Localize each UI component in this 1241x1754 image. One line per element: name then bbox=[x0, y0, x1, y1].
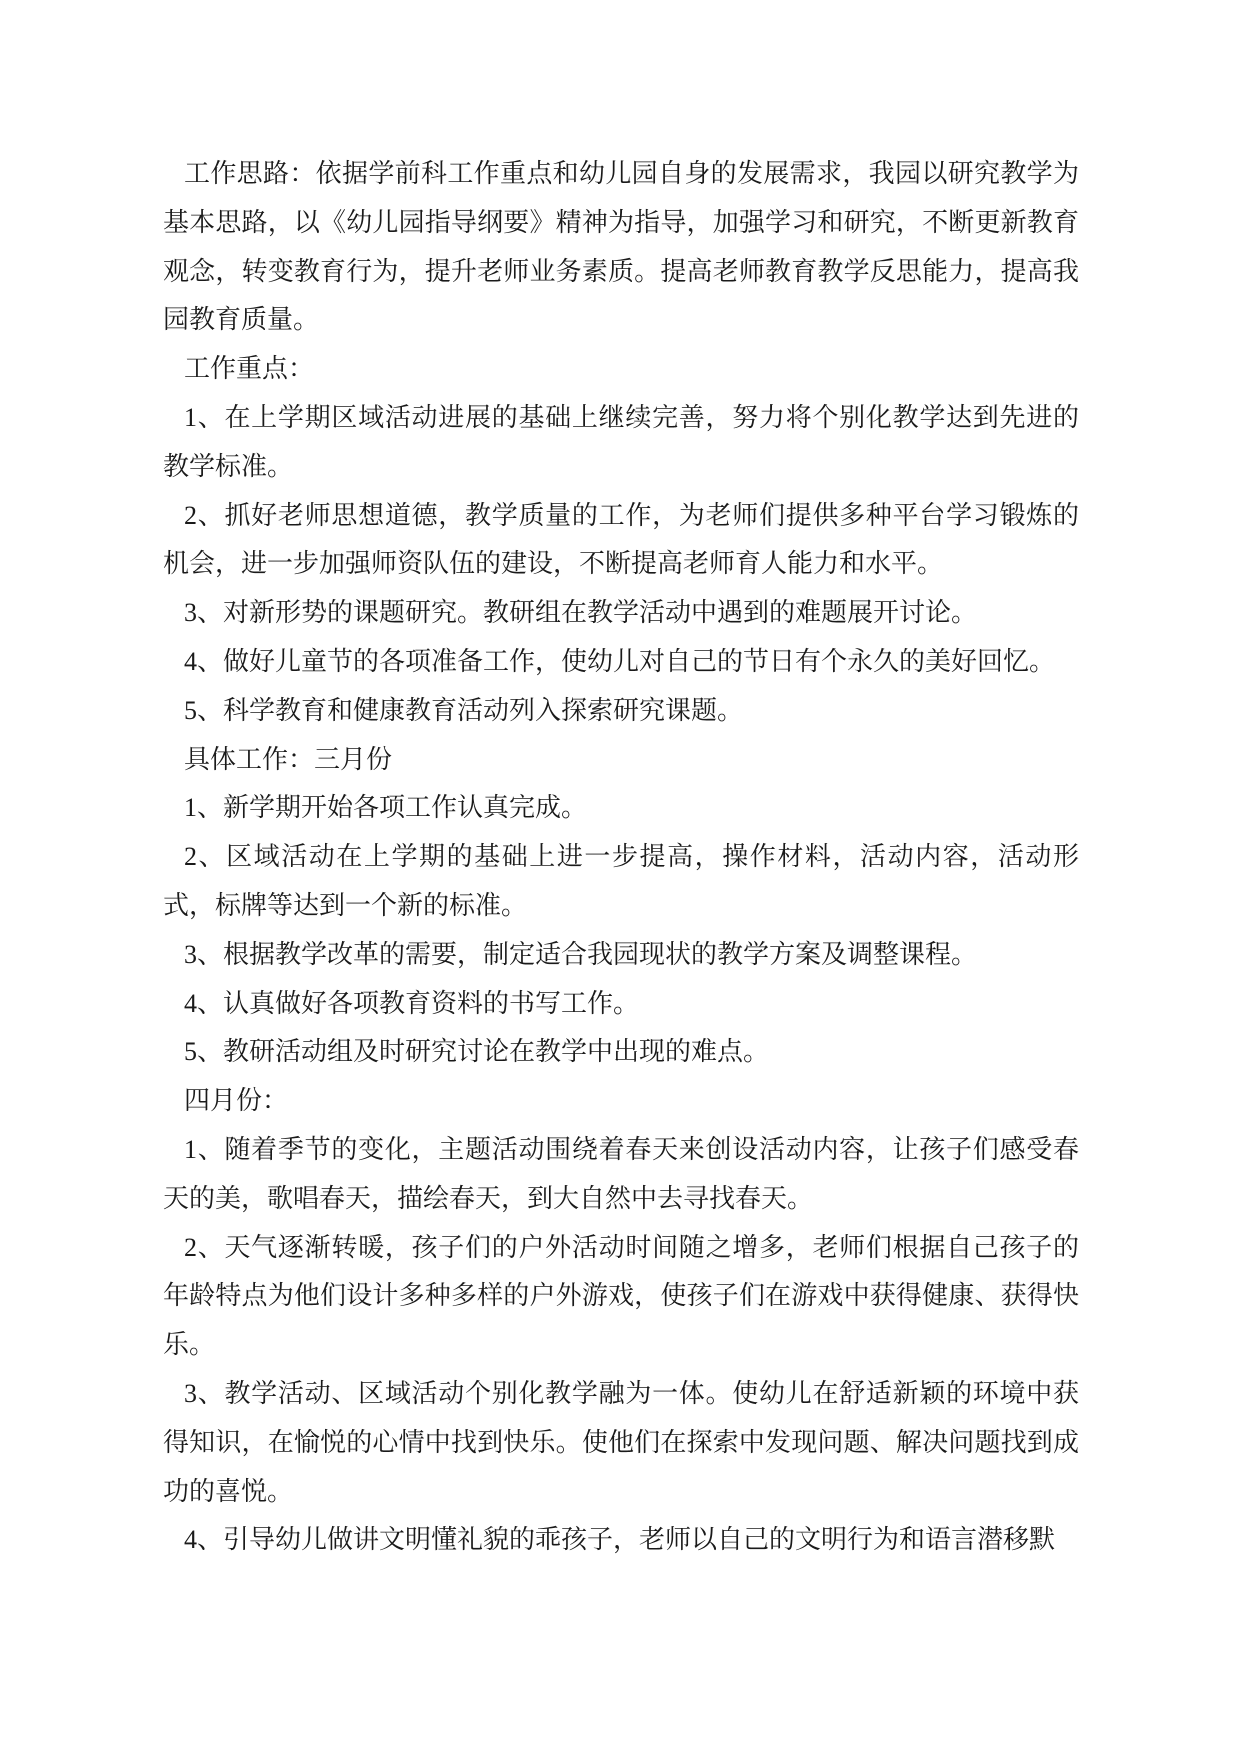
priority-item-3: 3、对新形势的课题研究。教研组在教学活动中遇到的难题展开讨论。 bbox=[184, 598, 978, 628]
april-item-2: 2、天气逐渐转暖，孩子们的户外活动时间随之增多，老师们根据自己孩子的年龄特点为他们设计多种多样的户外游戏，使孩子们在游戏中获得健康、获得快乐。 bbox=[163, 1232, 1079, 1360]
para-work-guideline: 工作思路：依据学前科工作重点和幼儿园自身的发展需求，我园以研究教学为基本思路，以《幼儿园指导纲要》精神为指导，加强学习和研究，不断更新教育观念，转变教育行为，提升老师业务素质。提高老师教育教学反思能力，提高我园教育质量。 bbox=[163, 159, 1079, 335]
march-item-5: 5、教研活动组及时研究讨论在教学中出现的难点。 bbox=[184, 1037, 770, 1067]
heading-specific-work-march: 具体工作：三月份 bbox=[184, 744, 393, 774]
priority-item-1: 1、在上学期区域活动进展的基础上继续完善，努力将个别化教学达到先进的教学标准。 bbox=[163, 402, 1079, 481]
march-item-2: 2、区域活动在上学期的基础上进一步提高，操作材料，活动内容，活动形式，标牌等达到一个新的标准。 bbox=[163, 842, 1079, 920]
heading-april: 四月份： bbox=[184, 1086, 289, 1116]
priority-item-2: 2、抓好老师思想道德，教学质量的工作，为老师们提供多种平台学习锻炼的机会，进一步加强师资队伍的建设，不断提高老师育人能力和水平。 bbox=[163, 500, 1079, 579]
heading-work-priorities: 工作重点： bbox=[184, 354, 315, 384]
april-item-1: 1、随着季节的变化，主题活动围绕着春天来创设活动内容，让孩子们感受春天的美，歌唱春天，描绘春天，到大自然中去寻找春天。 bbox=[163, 1134, 1079, 1213]
march-item-3: 3、根据教学改革的需要，制定适合我园现状的教学方案及调整课程。 bbox=[184, 939, 978, 969]
april-item-3: 3、教学活动、区域活动个别化教学融为一体。使幼儿在舒适新颖的环境中获得知识，在愉悦的心情中找到快乐。使他们在探索中发现问题、解决问题找到成功的喜悦。 bbox=[163, 1378, 1079, 1506]
march-item-1: 1、新学期开始各项工作认真完成。 bbox=[184, 793, 588, 823]
priority-item-5: 5、科学教育和健康教育活动列入探索研究课题。 bbox=[184, 695, 744, 725]
priority-item-4: 4、做好儿童节的各项准备工作，使幼儿对自己的节日有个永久的美好回忆。 bbox=[184, 646, 1056, 676]
document-page bbox=[163, 150, 1079, 1565]
april-item-4-truncated: 4、引导幼儿做讲文明懂礼貌的乖孩子，老师以自己的文明行为和语言潜移默 bbox=[184, 1525, 1056, 1555]
march-item-4: 4、认真做好各项教育资料的书写工作。 bbox=[184, 988, 640, 1018]
